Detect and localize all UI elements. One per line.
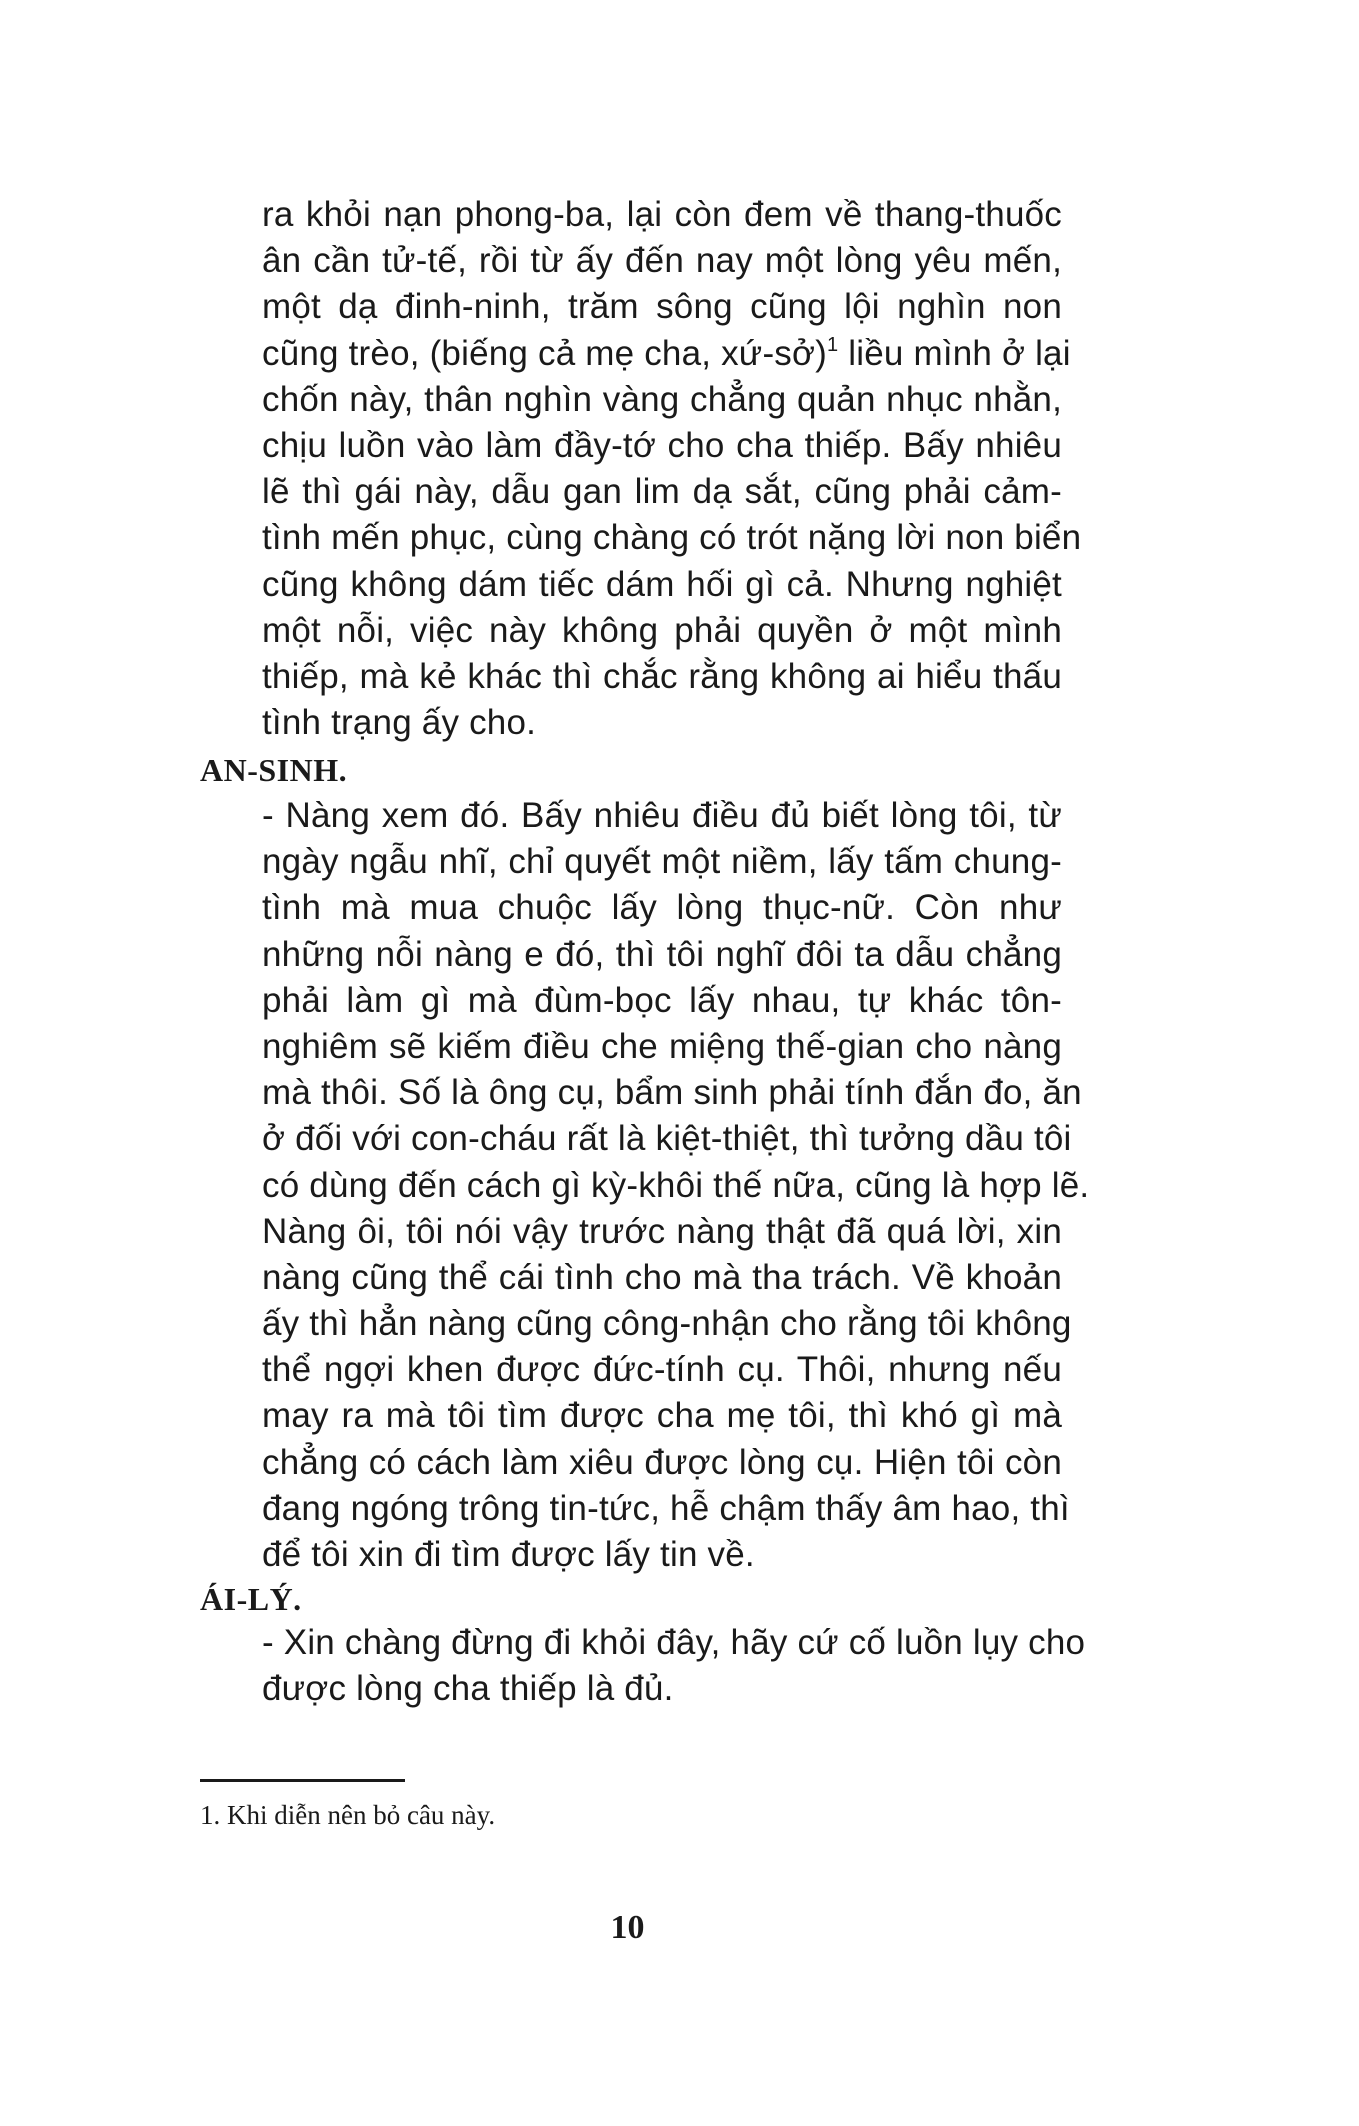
text-line: những nỗi nàng e đó, thì tôi nghĩ đôi ta dẫu chẳng	[262, 934, 1062, 974]
text-line: ở đối với con-cháu rất là kiệt-thiệt, thì tưởng dầu tôi	[262, 1119, 1072, 1159]
paragraph-ai-ly-continued	[262, 192, 1082, 746]
text-line: một nỗi, việc này không phải quyền ở một mình	[262, 610, 1062, 650]
text-line: cũng không dám tiếc dám hối gì cả. Nhưng nghiệt	[262, 564, 1062, 604]
text-line: lẽ thì gái này, dẫu gan lim dạ sắt, cũng phải cảm-	[262, 472, 1062, 512]
text-line: được lòng cha thiếp là đủ.	[262, 1669, 674, 1709]
text-line: thiếp, mà kẻ khác thì chắc rằng không ai hiểu thấu	[262, 656, 1062, 696]
text-line: chẳng có cách làm xiêu được lòng cụ. Hiện tôi còn	[262, 1442, 1062, 1482]
footnote-divider	[200, 1779, 405, 1782]
footnote: 1. Khi diễn nên bỏ câu này.	[200, 1800, 496, 1830]
text-line: chịu luồn vào làm đầy-tớ cho cha thiếp. Bấy nhiêu	[262, 425, 1062, 465]
text-line: ngày ngẫu nhĩ, chỉ quyết một niềm, lấy tấm chung-	[262, 842, 1062, 882]
text-line: thể ngợi khen được đức-tính cụ. Thôi, nhưng nếu	[262, 1350, 1062, 1390]
text-line: đang ngóng trông tin-tức, hễ chậm thấy âm hao, thì	[262, 1488, 1070, 1528]
text-line: - Nàng xem đó. Bấy nhiêu điều đủ biết lòng tôi, từ	[262, 796, 1062, 835]
speaker-name: ÁI-LÝ.	[200, 1581, 302, 1617]
speaker-name: AN-SINH.	[200, 752, 348, 788]
paragraph-ai-ly	[262, 1620, 1086, 1712]
text-line: tình mến phục, cùng chàng có trót nặng lời non biển	[262, 518, 1082, 558]
text-line: - Xin chàng đừng đi khỏi đây, hãy cứ cố luồn lụy cho	[262, 1623, 1086, 1662]
text-line: tình trạng ấy cho.	[262, 703, 537, 743]
text-line: một dạ đinh-ninh, trăm sông cũng lội nghìn non	[262, 287, 1062, 327]
text-line: ân cần tử-tế, rồi từ ấy đến nay một lòng yêu mến,	[262, 241, 1062, 281]
text-line: ra khỏi nạn phong-ba, lại còn đem về thang-thuốc	[262, 195, 1062, 234]
text-fragment: cũng trèo, (biếng cả mẹ cha, xứ-sở)	[262, 333, 828, 373]
footnote-reference: 1	[827, 333, 839, 356]
text-line: tình mà mua chuộc lấy lòng thục-nữ. Còn như	[262, 888, 1062, 928]
text-line-with-footnote	[262, 331, 1071, 377]
text-line: chốn này, thân nghìn vàng chẳng quản nhục nhằn,	[262, 379, 1062, 419]
text-line: mà thôi. Số là ông cụ, bẩm sinh phải tính đắn đo, ăn	[262, 1073, 1082, 1113]
paragraph-an-sinh	[262, 793, 1090, 1578]
text-line: nàng cũng thể cái tình cho mà tha trách. Về khoản	[262, 1257, 1062, 1297]
text-line: có dùng đến cách gì kỳ-khôi thế nữa, cũng là hợp lẽ.	[262, 1165, 1090, 1205]
text-line: để tôi xin đi tìm được lấy tin về.	[262, 1535, 755, 1574]
text-line: ấy thì hẳn nàng cũng công-nhận cho rằng tôi không	[262, 1304, 1072, 1344]
text-fragment: liều mình ở lại	[838, 333, 1071, 373]
text-line: phải làm gì mà đùm-bọc lấy nhau, tự khác tôn-	[262, 980, 1062, 1020]
page-number: 10	[610, 1909, 645, 1946]
text-line: Nàng ôi, tôi nói vậy trước nàng thật đã quá lời, xin	[262, 1211, 1062, 1251]
text-line: nghiêm sẽ kiếm điều che miệng thế-gian cho nàng	[262, 1026, 1062, 1066]
text-line: may ra mà tôi tìm được cha mẹ tôi, thì khó gì mà	[262, 1396, 1062, 1436]
